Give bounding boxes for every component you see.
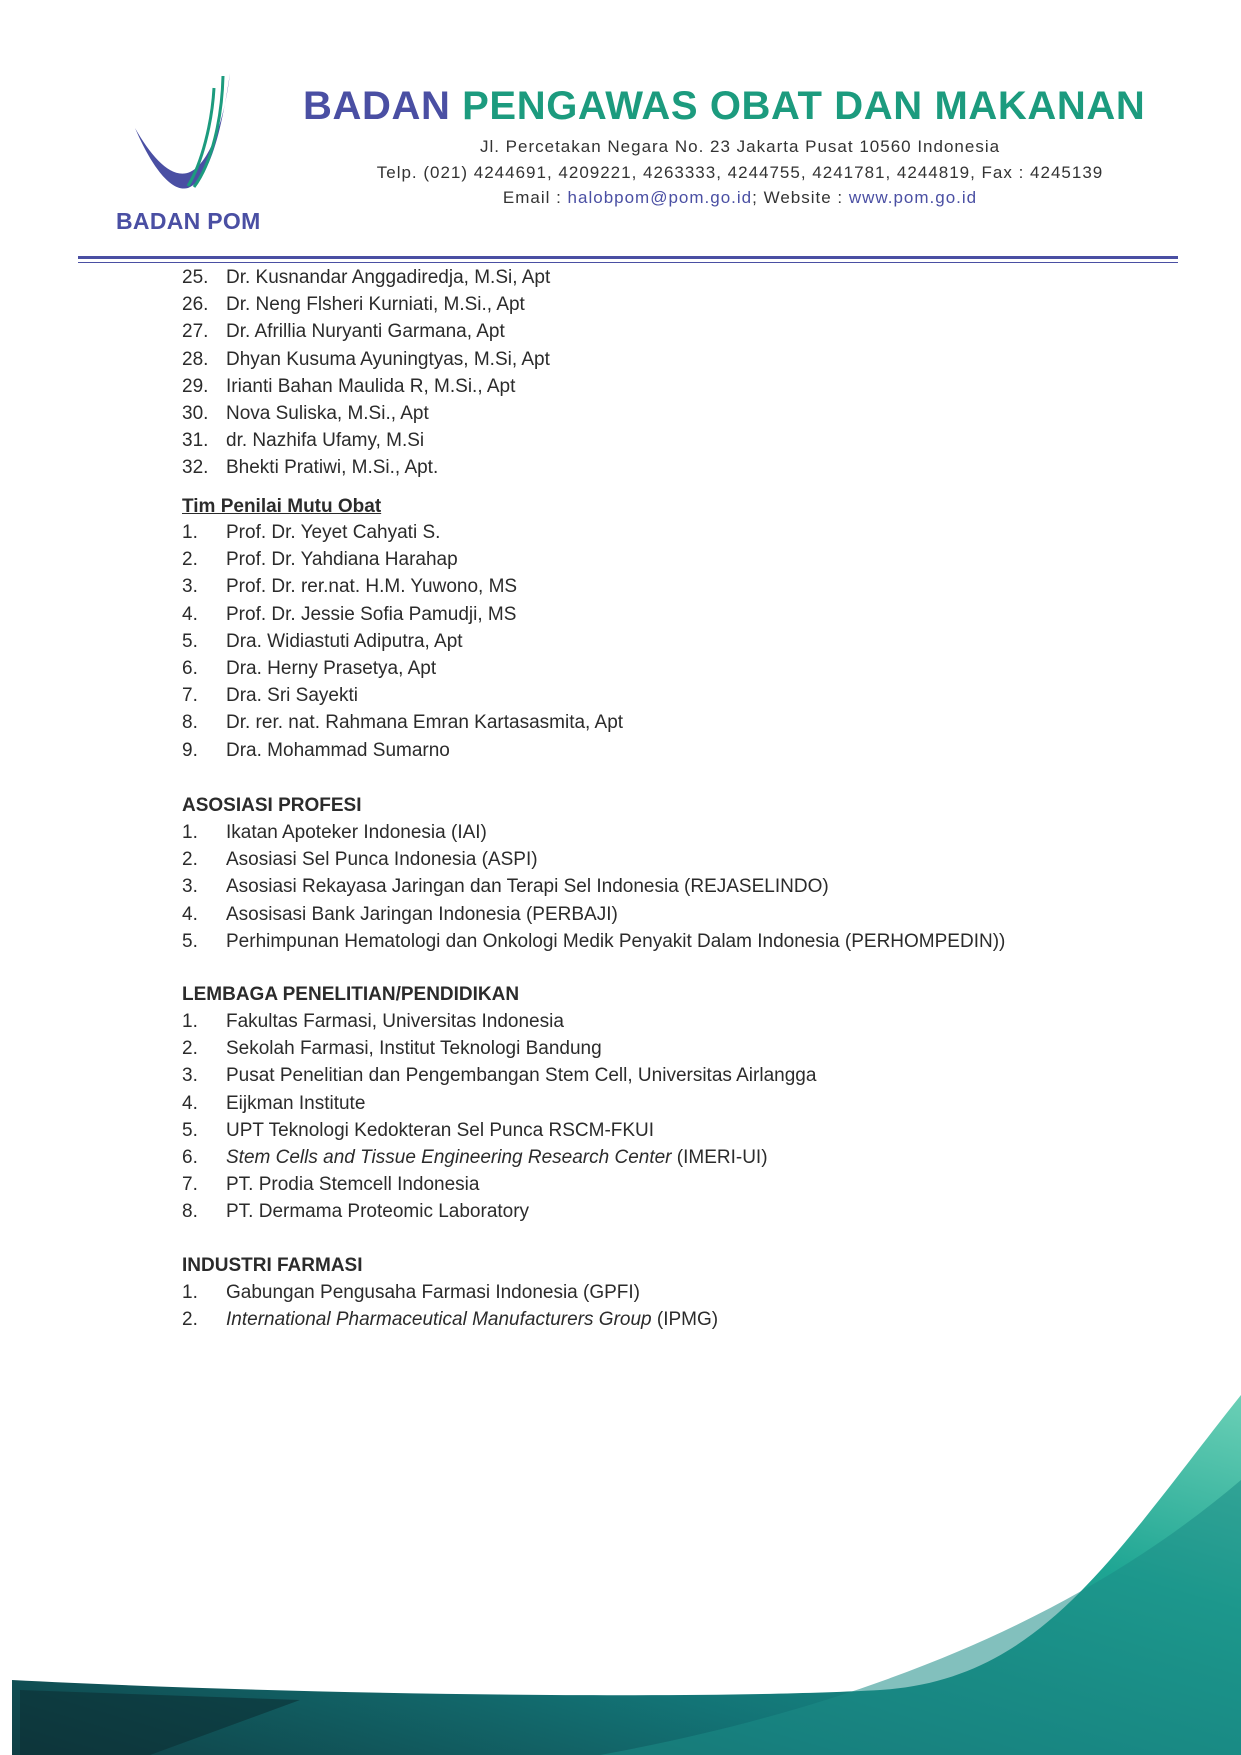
list-item-text: Asosisasi Bank Jaringan Indonesia (PERBAJI)	[226, 903, 618, 925]
list-item	[182, 1008, 816, 1035]
list-item	[182, 601, 623, 628]
header-divider-thin	[78, 262, 1178, 263]
list-item-text: PT. Prodia Stemcell Indonesia	[226, 1174, 480, 1196]
list-item	[182, 546, 623, 573]
list-item	[182, 1198, 816, 1225]
list-item	[182, 1090, 816, 1117]
list-item-number: 5.	[182, 930, 198, 952]
list-item	[182, 427, 550, 454]
list-item	[182, 737, 623, 764]
list-item-text: Dra. Herny Prasetya, Apt	[226, 657, 437, 679]
list-item-italic-text: International Pharmaceutical Manufacturers Group	[226, 1309, 652, 1331]
list-item-text: Prof. Dr. Yahdiana Harahap	[226, 549, 458, 571]
list-item	[182, 400, 550, 427]
list-item	[182, 819, 1005, 846]
organization-name	[303, 84, 1145, 129]
list-item-number: 7.	[182, 685, 198, 707]
list-item-text: Prof. Dr. Yeyet Cahyati S.	[226, 522, 441, 543]
list-item	[182, 1117, 816, 1144]
email-label: Email :	[502, 188, 568, 207]
industri-list	[182, 1279, 718, 1333]
list-item-text: Perhimpunan Hematologi dan Onkologi Medik Penyakit Dalam Indonesia (PERHOMPEDIN))	[226, 930, 1006, 952]
list-item-text: Asosiasi Rekayasa Jaringan dan Terapi Sel Indonesia (REJASELINDO)	[226, 876, 829, 898]
list-item-text: Fakultas Farmasi, Universitas Indonesia	[226, 1011, 564, 1032]
website-label: ; Website :	[752, 188, 849, 207]
list-item-number: 6.	[182, 1146, 198, 1168]
list-item	[182, 682, 623, 709]
section-title-asosiasi: ASOSIASI PROFESI	[182, 795, 362, 816]
list-item-number: 26.	[182, 294, 209, 316]
list-item-number: 6.	[182, 657, 198, 679]
tim-penilai-list	[182, 519, 623, 764]
list-item-number: 1.	[182, 822, 198, 843]
list-item-text: (IPMG)	[651, 1309, 719, 1331]
list-item-text: Sekolah Farmasi, Institut Teknologi Bandung	[226, 1038, 602, 1060]
list-item-text: Nova Suliska, M.Si., Apt	[226, 402, 429, 424]
list-item-text: Dr. Neng Flsheri Kurniati, M.Si., Apt	[226, 294, 525, 316]
list-item-text: Dr. Kusnandar Anggadiredja, M.Si, Apt	[226, 267, 551, 288]
list-item-number: 4.	[182, 903, 198, 925]
list-item-text: UPT Teknologi Kedokteran Sel Punca RSCM-FKUI	[226, 1119, 655, 1141]
list-item-number: 7.	[182, 1174, 198, 1196]
list-item-number: 8.	[182, 1201, 198, 1223]
list-item-number: 4.	[182, 603, 198, 625]
list-item-text: Gabungan Pengusaha Farmasi Indonesia (GPFI)	[226, 1282, 641, 1303]
logo-mark-icon	[130, 68, 240, 203]
list-item-text: Bhekti Pratiwi, M.Si., Apt.	[226, 457, 439, 479]
list-item	[182, 373, 550, 400]
continued-member-list	[182, 264, 550, 482]
list-item-text: Eijkman Institute	[226, 1092, 366, 1114]
list-item-number: 28.	[182, 348, 209, 370]
list-item	[182, 346, 550, 373]
list-item-text: Irianti Bahan Maulida R, M.Si., Apt	[226, 375, 516, 397]
website-link[interactable]: www.pom.go.id	[848, 188, 978, 207]
section-title-industri: INDUSTRI FARMASI	[182, 1255, 363, 1276]
lembaga-list	[182, 1008, 816, 1226]
list-item-number: 2.	[182, 1038, 198, 1060]
list-item-number: 31.	[182, 430, 209, 452]
list-item-number: 1.	[182, 1011, 198, 1032]
section-title-lembaga: LEMBAGA PENELITIAN/PENDIDIKAN	[182, 984, 520, 1005]
list-item	[182, 655, 623, 682]
list-item	[182, 628, 623, 655]
list-item	[182, 264, 550, 291]
list-item-text: PT. Dermama Proteomic Laboratory	[226, 1201, 530, 1223]
list-item-text: Dra. Sri Sayekti	[226, 685, 358, 707]
list-item-number: 5.	[182, 1119, 198, 1141]
list-item-number: 3.	[182, 876, 198, 898]
list-item-number: 3.	[182, 576, 198, 598]
list-item-text: Dr. Afrillia Nuryanti Garmana, Apt	[226, 321, 505, 343]
list-item-text: dr. Nazhifa Ufamy, M.Si	[226, 430, 425, 452]
list-item	[182, 1306, 718, 1333]
list-item-number: 30.	[182, 402, 209, 424]
list-item	[182, 901, 1005, 928]
list-item	[182, 1171, 816, 1198]
list-item-italic-text: Stem Cells and Tissue Engineering Research Center	[226, 1146, 672, 1168]
list-item-text: Dra. Mohammad Sumarno	[226, 739, 450, 761]
phone-fax-line: Telp. (021) 4244691, 4209221, 4263333, 4244755, 4241781, 4244819, Fax : 4245139	[376, 163, 1104, 182]
list-item-text: (IMERI-UI)	[671, 1146, 768, 1168]
list-item	[182, 709, 623, 736]
list-item-number: 2.	[182, 1309, 198, 1331]
list-item-number: 4.	[182, 1092, 198, 1114]
email-link[interactable]: halobpom@pom.go.id	[567, 188, 753, 207]
list-item-number: 9.	[182, 739, 198, 761]
list-item-number: 29.	[182, 375, 209, 397]
logo-text: BADAN POM	[116, 208, 261, 234]
list-item-number: 1.	[182, 522, 198, 543]
contact-line	[300, 188, 1180, 208]
list-item-number: 27.	[182, 321, 209, 343]
list-item	[182, 454, 550, 481]
list-item-text: Dra. Widiastuti Adiputra, Apt	[226, 630, 463, 652]
list-item-number: 8.	[182, 712, 198, 734]
list-item	[182, 928, 1005, 955]
list-item-number: 2.	[182, 549, 198, 571]
list-item-text: Asosiasi Sel Punca Indonesia (ASPI)	[226, 849, 538, 871]
list-item	[182, 1062, 816, 1089]
list-item-number: 32.	[182, 457, 209, 479]
list-item	[182, 318, 550, 345]
list-item-text: Dr. rer. nat. Rahmana Emran Kartasasmita, Apt	[226, 712, 624, 734]
list-item	[182, 291, 550, 318]
list-item-text: Dhyan Kusuma Ayuningtyas, M.Si, Apt	[226, 348, 550, 370]
list-item-number: 5.	[182, 630, 198, 652]
asosiasi-list	[182, 819, 1005, 955]
list-item-text: Prof. Dr. Jessie Sofia Pamudji, MS	[226, 603, 517, 625]
list-item	[182, 1035, 816, 1062]
list-item-text: Ikatan Apoteker Indonesia (IAI)	[226, 822, 487, 843]
list-item-number: 3.	[182, 1065, 198, 1087]
list-item-number: 2.	[182, 849, 198, 871]
org-name-part2: PENGAWAS OBAT DAN MAKANAN	[462, 84, 1146, 128]
header-divider-thick	[78, 256, 1178, 259]
list-item	[182, 846, 1005, 873]
list-item-text: Prof. Dr. rer.nat. H.M. Yuwono, MS	[226, 576, 518, 598]
org-name-part1: BADAN	[303, 84, 451, 128]
list-item	[182, 519, 623, 546]
section-title-tim-penilai: Tim Penilai Mutu Obat	[182, 496, 382, 517]
list-item	[182, 573, 623, 600]
list-item	[182, 873, 1005, 900]
address-line: Jl. Percetakan Negara No. 23 Jakarta Pusat 10560 Indonesia	[479, 137, 1001, 156]
list-item-number: 25.	[182, 267, 209, 288]
badan-pom-logo	[100, 68, 270, 238]
list-item	[182, 1144, 816, 1171]
list-item	[182, 1279, 718, 1306]
list-item-text: Pusat Penelitian dan Pengembangan Stem Cell, Universitas Airlangga	[226, 1065, 817, 1087]
list-item-number: 1.	[182, 1282, 198, 1303]
